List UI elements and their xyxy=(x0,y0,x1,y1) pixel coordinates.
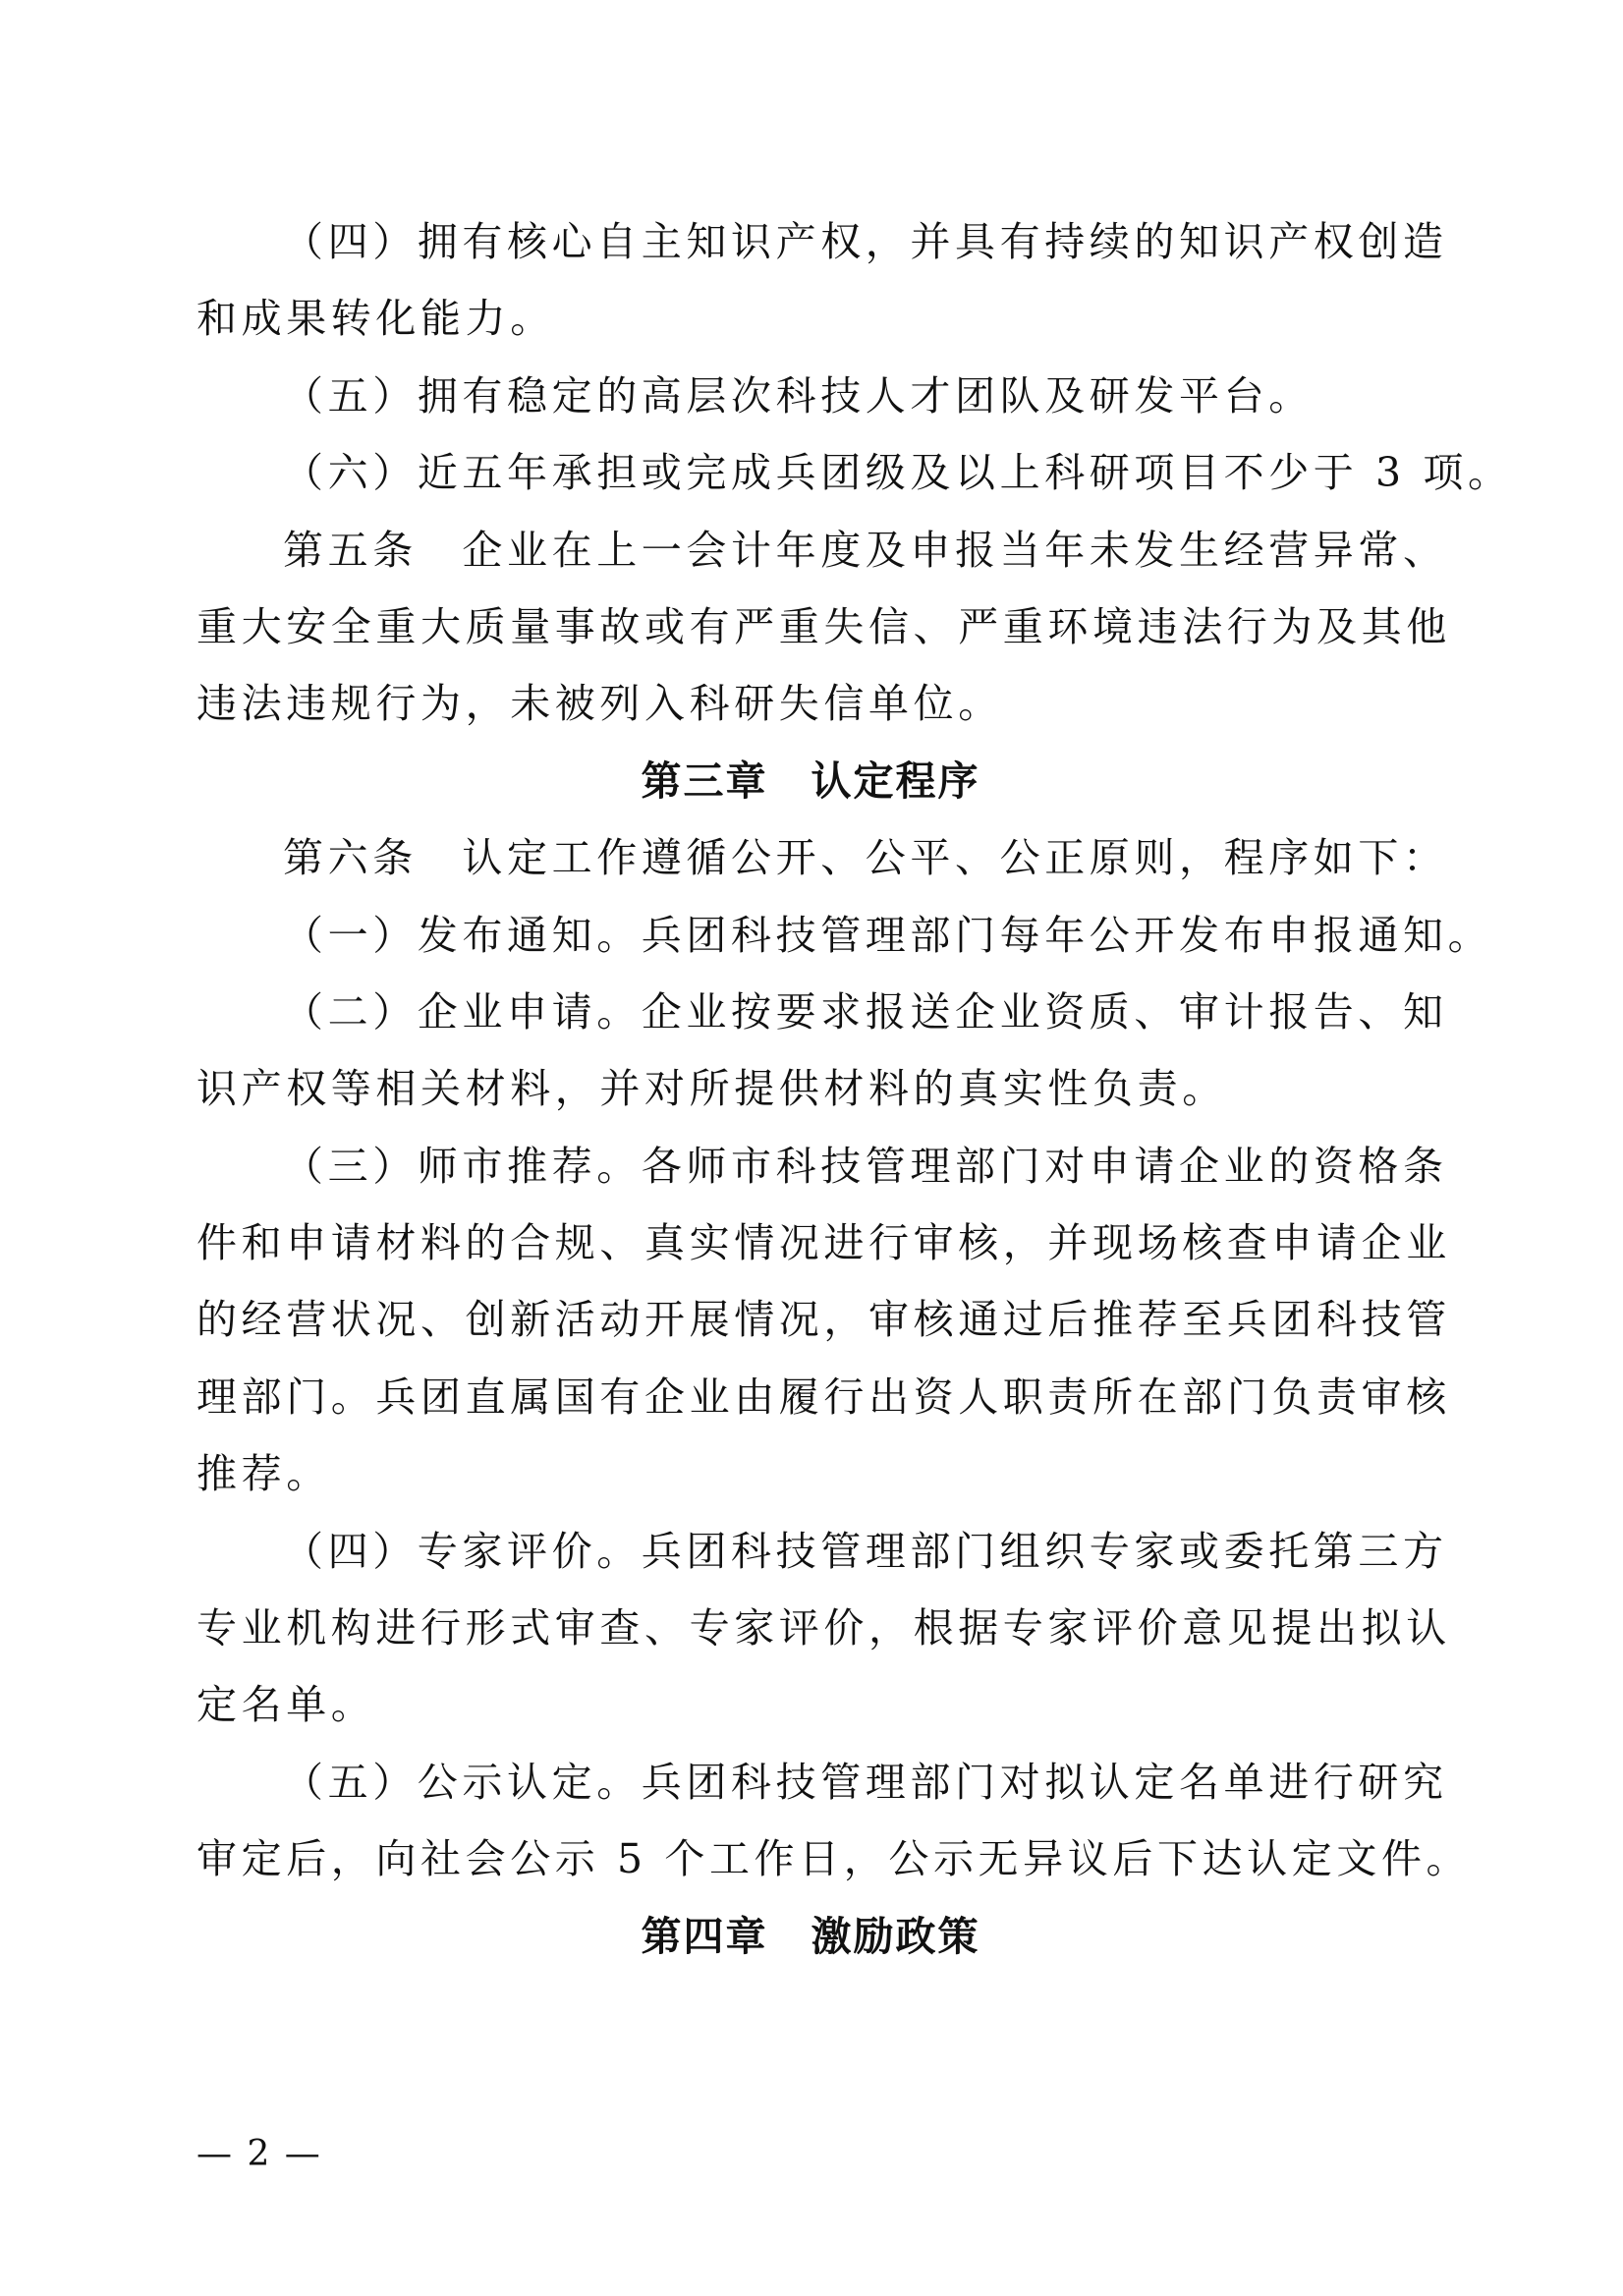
paragraph-line: 定名单。 xyxy=(196,1681,376,1729)
paragraph-line: （五）公示认定。兵团科技管理部门对拟认定名单进行研究 xyxy=(283,1758,1448,1806)
article-5-line: 第五条 企业在上一会计年度及申报当年未发生经营异常、 xyxy=(283,526,1448,574)
article-6-line: 第六条 认定工作遵循公开、公平、公正原则，程序如下： xyxy=(283,834,1448,882)
paragraph-line: （四）拥有核心自主知识产权，并具有持续的知识产权创造 xyxy=(283,218,1448,265)
paragraph-line: （四）专家评价。兵团科技管理部门组织专家或委托第三方 xyxy=(283,1527,1448,1575)
paragraph-line: （六）近五年承担或完成兵团级及以上科研项目不少于 3 项。 xyxy=(283,449,1513,497)
paragraph-line: （五）拥有稳定的高层次科技人才团队及研发平台。 xyxy=(283,371,1314,420)
chapter-heading xyxy=(196,1898,1425,1975)
paragraph-line: 的经营状况、创新活动开展情况，审核通过后推荐至兵团科技管 xyxy=(196,1296,1451,1344)
paragraph-line: 推荐。 xyxy=(196,1450,331,1498)
paragraph-line: 审定后，向社会公示 5 个工作日，公示无异议后下达认定文件。 xyxy=(196,1835,1472,1883)
paragraph-line: 理部门。兵团直属国有企业由履行出资人职责所在部门负责审核 xyxy=(196,1372,1451,1421)
paragraph-line: （三）师市推荐。各师市科技管理部门对申请企业的资格条 xyxy=(283,1142,1448,1190)
document-body xyxy=(196,203,1513,1975)
paragraph-line: （二）企业申请。企业按要求报送企业资质、审计报告、知 xyxy=(283,987,1448,1036)
paragraph-line: 件和申请材料的合规、真实情况进行审核，并现场核查申请企业 xyxy=(196,1219,1451,1267)
chapter-number: 第三章 xyxy=(641,756,768,805)
chapter-number: 第四章 xyxy=(641,1912,768,1960)
chapter-title: 认定程序 xyxy=(811,756,980,805)
chapter-title: 激励政策 xyxy=(811,1912,980,1960)
paragraph-line: 重大安全重大质量事故或有严重失信、严重环境违法行为及其他 xyxy=(196,602,1451,650)
paragraph-line: （一）发布通知。兵团科技管理部门每年公开发布申报通知。 xyxy=(283,911,1493,959)
paragraph-line: 识产权等相关材料，并对所提供材料的真实性负责。 xyxy=(196,1065,1227,1113)
chapter-heading xyxy=(196,743,1425,819)
page-number: — 2 — xyxy=(196,2134,322,2174)
paragraph-line: 和成果转化能力。 xyxy=(196,295,555,343)
paragraph-line: 专业机构进行形式审查、专家评价，根据专家评价意见提出拟认 xyxy=(196,1604,1451,1652)
paragraph-line: 违法违规行为，未被列入科研失信单位。 xyxy=(196,680,1003,728)
